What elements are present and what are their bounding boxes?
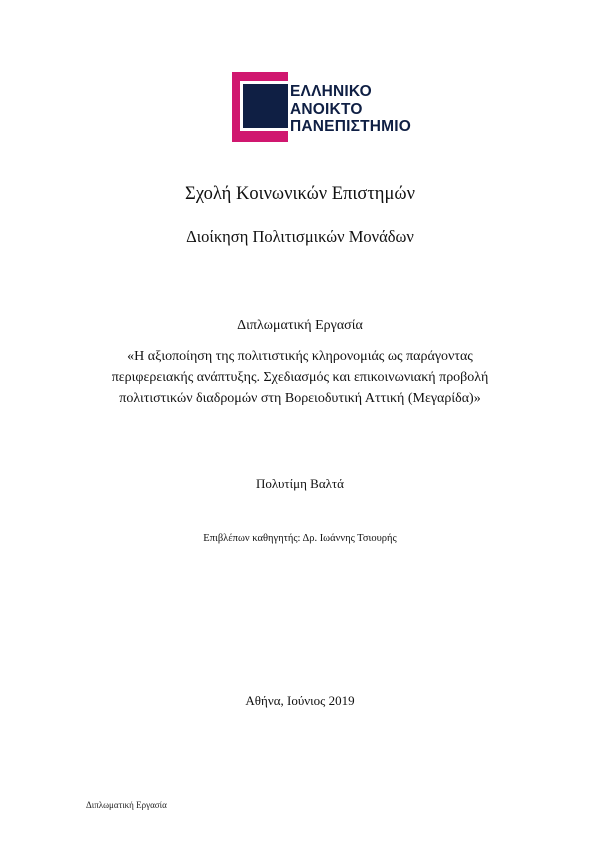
university-logo <box>232 72 422 144</box>
thesis-label: Διπλωματική Εργασία <box>237 318 363 333</box>
author-name: Πολυτίμη Βαλτά <box>256 476 344 491</box>
logo-text-line-3: ΠΑΝΕΠΙΣΤΗΜΙΟ <box>290 118 412 135</box>
place-date: Αθήνα, Ιούνιος 2019 <box>245 693 355 708</box>
logo-text-line-1: ΕΛΛΗΝΙΚΟ <box>290 83 372 100</box>
logo-text <box>290 83 411 136</box>
thesis-title-line-1: «Η αξιοποίηση της πολιτιστικής κληρονομιάς ως παράγοντας <box>127 349 473 364</box>
page-footer: Διπλωματική Εργασία <box>86 800 167 810</box>
logo-emblem-icon <box>232 72 292 144</box>
thesis-title-line-2: περιφερειακής ανάπτυξης. Σχεδιασμός και επικοινωνιακή προβολή <box>111 370 489 385</box>
school-name: Σχολή Κοινωνικών Επιστημών <box>185 184 415 204</box>
program-name: Διοίκηση Πολιτισμικών Μονάδων <box>186 227 414 246</box>
logo-text-line-2: ΑΝΟΙΚΤΟ <box>290 100 363 118</box>
supervisor-line: Επιβλέπων καθηγητής: Δρ. Ιωάννης Τσιουρής <box>203 533 397 544</box>
thesis-title-line-3: πολιτιστικών διαδρομών στη Βορειοδυτική Αττική (Μεγαρίδα)» <box>119 391 481 406</box>
